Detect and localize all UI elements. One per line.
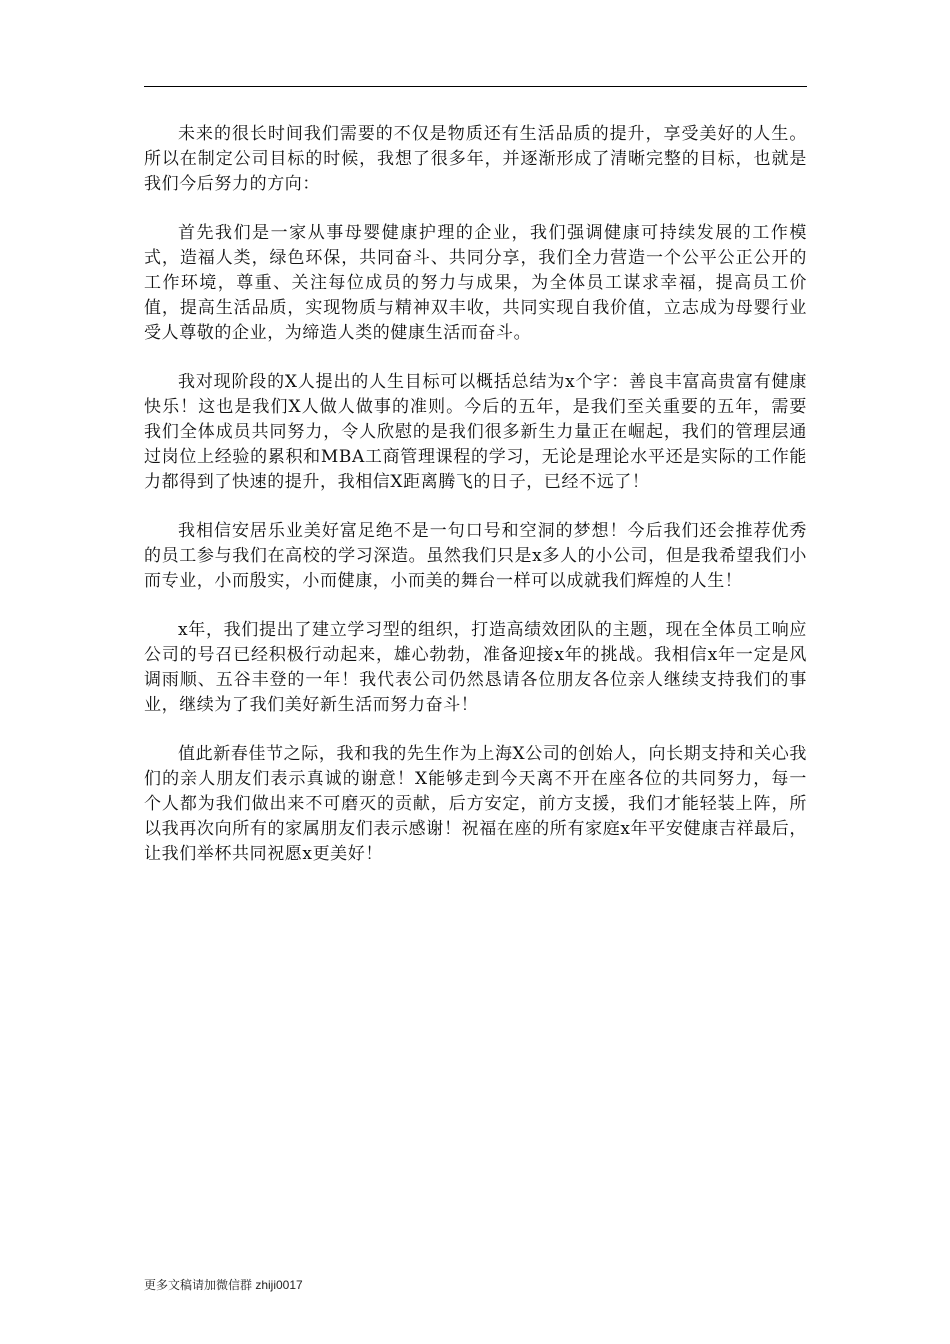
paragraph-5: x年，我们提出了建立学习型的组织，打造高绩效团队的主题，现在全体员工响应公司的号召已经积极行动起来，雄心勃勃，准备迎接x年的挑战。我相信x年一定是风调雨顺、五谷丰登的一年！我代表公司仍然恳请各位朋友各位亲人继续支持我们的事业，继续为了我们美好新生活而努力奋斗！ — [144, 620, 807, 715]
footer-note: 更多文稿请加微信群 zhiji0017 — [144, 1278, 303, 1292]
paragraph-1: 未来的很长时间我们需要的不仅是物质还有生活品质的提升，享受美好的人生。所以在制定公司目标的时候，我想了很多年，并逐渐形成了清晰完整的目标，也就是我们今后努力的方向： — [144, 124, 807, 194]
paragraph-2: 首先我们是一家从事母婴健康护理的企业，我们强调健康可持续发展的工作模式，造福人类，绿色环保，共同奋斗、共同分享，我们全力营造一个公平公正公开的工作环境，尊重、关注每位成员的努力与成果，为全体员工谋求幸福，提高员工价值，提高生活品质，实现物质与精神双丰收，共同实现自我价值，立志成为母婴行业受人尊敬的企业，为缔造人类的健康生活而奋斗。 — [144, 223, 807, 343]
paragraph-3: 我对现阶段的X人提出的人生目标可以概括总结为x个字：善良丰富高贵富有健康快乐！这也是我们X人做人做事的准则。今后的五年，是我们至关重要的五年，需要我们全体成员共同努力，令人欣慰的是我们很多新生力量正在崛起，我们的管理层通过岗位上经验的累积和MBA工商管理课程的学习，无论是理论水平还是实际的工作能力都得到了快速的提升，我相信X距离腾飞的日子，已经不远了！ — [144, 372, 807, 492]
paragraph-4: 我相信安居乐业美好富足绝不是一句口号和空洞的梦想！今后我们还会推荐优秀的员工参与我们在高校的学习深造。虽然我们只是x多人的小公司，但是我希望我们小而专业，小而殷实，小而健康，小而美的舞台一样可以成就我们辉煌的人生！ — [144, 521, 807, 591]
paragraph-6: 值此新春佳节之际，我和我的先生作为上海X公司的创始人，向长期支持和关心我们的亲人朋友们表示真诚的谢意！X能够走到今天离不开在座各位的共同努力，每一个人都为我们做出来不可磨灭的贡献，后方安定，前方支援，我们才能轻装上阵，所以我再次向所有的家属朋友们表示感谢！祝福在座的所有家庭x年平安健康吉祥最后，让我们举杯共同祝愿x更美好！ — [144, 744, 807, 864]
document-body — [144, 122, 807, 891]
header-divider — [144, 86, 807, 87]
